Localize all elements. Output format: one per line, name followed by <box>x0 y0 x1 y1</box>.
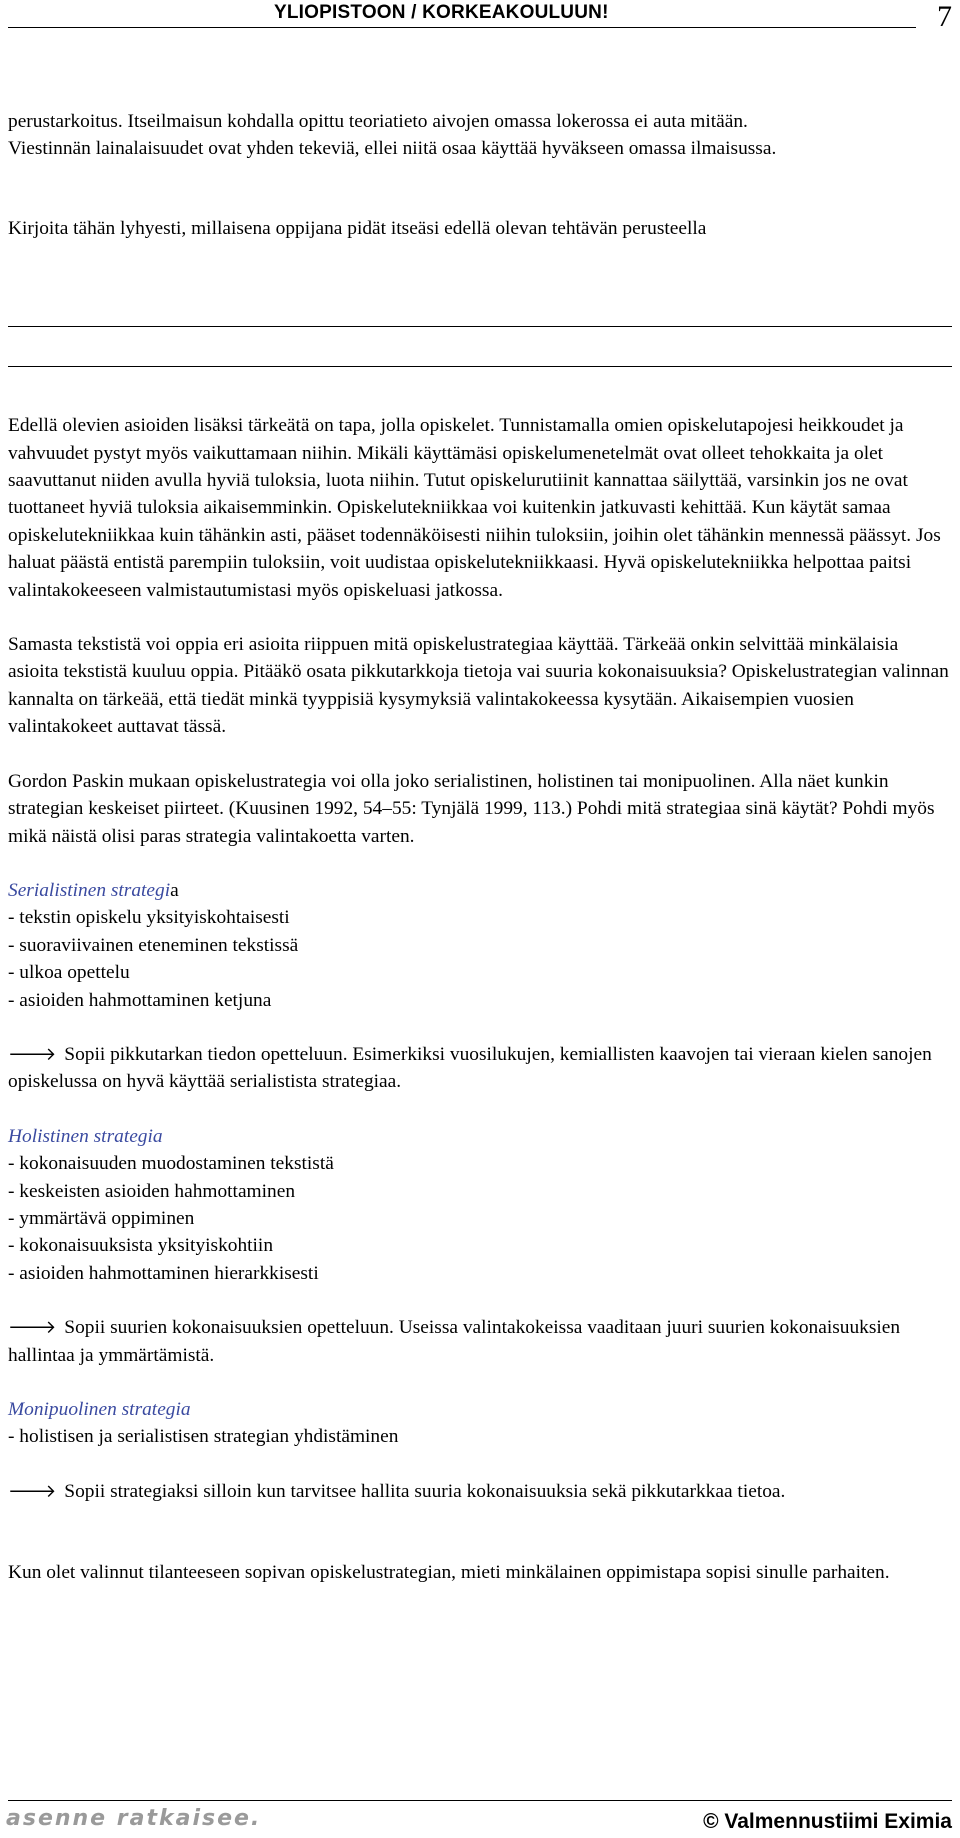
versatile-note-text: Sopii strategiaksi silloin kun tarvitsee hallita suuria kokonaisuuksia sekä pikkutarkkaa tietoa. <box>64 1480 786 1502</box>
answer-line-2 <box>8 366 952 367</box>
answer-line-1 <box>8 326 952 327</box>
holistic-strategy-heading: Holistinen strategia <box>8 1125 163 1147</box>
serial-item: - asioiden hahmottaminen ketjuna <box>8 989 272 1011</box>
holistic-note-text: Sopii suurien kokonaisuuksien opetteluun. Useissa valintakokeissa vaaditaan juuri suurien kokonaisuuksien hallintaa ja ymmärtämistä. <box>8 1317 901 1366</box>
writing-prompt: Kirjoita tähän lyhyesti, millaisena oppijana pidät itseäsi edellä olevan tehtävän perusteella <box>8 217 707 239</box>
versatile-item: - holistisen ja serialistisen strategian yhdistäminen <box>8 1426 399 1448</box>
paragraph-study-methods: Edellä olevien asioiden lisäksi tärkeätä on tapa, jolla opiskelet. Tunnistamalla omien opiskelutapojesi heikkoudet ja vahvuudet pystyt myös vaikuttamaan niihin. Mikäli käyttämäsi opiskelumenetelmät ovat olleet tehokkaita ja olet saavuttanut niiden avulla hyviä tuloksia, luota niihin. Tutut opiskelurutiinit kannattaa säilyttää, varsinkin jos ne ovat tuottaneet hyviä tuloksia aikaisemminkin. Opiskelutekniikkaa voi kuitenkin jatkuvasti kehittää. Kun käytät samaa opiskelutekniikkaa kuin tähänkin asti, pääset todennäköisesti niihin tuloksiin, joihin olet tähänkin mennessä päässyt. Jos haluat päästä entistä parempiin tuloksiin, voit uudistaa opiskelutekniikkaasi. Hyvä opiskelutekniikka helpottaa paitsi valintakokeeseen valmistautumistasi myös opiskeluasi jatkossa. <box>8 415 941 601</box>
paragraph-strategy-intro: Samasta tekstistä voi oppia eri asioita riippuen mitä opiskelustrategiaa käyttää. Tärkeää onkin selvittää minkälaisia asioita tekstistä kuuluu oppia. Pitääkö osata pikkutarkkoja tietoja vai suuria kokonaisuuksia? Opiskelustrategian valinnan kannalta on tärkeää, että tiedät minkä tyyppisiä kysymyksiä valintakokeessa kysytään. Aikaisempien vuosien valintakokeet auttavat tässä. <box>8 634 949 738</box>
serial-item: - ulkoa opettelu <box>8 962 130 984</box>
serial-note-text: Sopii pikkutarkan tiedon opetteluun. Esimerkiksi vuosilukujen, kemiallisten kaavojen tai vieraan kielen sanojen opiskelussa on hyvä käyttää serialistista strategiaa. <box>8 1043 932 1093</box>
answer-area[interactable] <box>8 242 952 412</box>
holistic-item: - asioiden hahmottaminen hierarkkisesti <box>8 1262 319 1284</box>
arrow-right-icon: 🡒 <box>8 1043 57 1065</box>
header-title: YLIOPISTOON / KORKEAKOULUUN! <box>274 2 609 23</box>
serial-heading-italic: Serialistinen strategi <box>8 879 171 901</box>
paragraph-pask: Gordon Paskin mukaan opiskelustrategia voi olla joko serialistinen, holistinen tai monipuolinen. Alla näet kunkin strategian keskeiset piirteet. (Kuusinen 1992, 54–55: Tynjälä 1999, 113.) Pohdi mitä strategiaa sinä käytät? Pohdi myös mikä näistä olisi paras strategia valintakoetta varten. <box>8 770 935 847</box>
serial-strategy-heading <box>8 877 952 904</box>
page-footer <box>0 1792 960 1838</box>
versatile-strategy-heading: Monipuolinen strategia <box>8 1399 191 1420</box>
arrow-right-icon: 🡒 <box>8 1480 57 1502</box>
serial-item: - suoraviivainen eteneminen tekstissä <box>8 934 299 956</box>
document-body <box>8 108 952 1587</box>
closing-paragraph: Kun olet valinnut tilanteeseen sopivan opiskelustrategian, mieti minkälainen oppimistapa sopisi sinulle parhaiten. <box>8 1562 890 1584</box>
holistic-item: - kokonaisuuden muodostaminen tekstistä <box>8 1153 334 1175</box>
page-header <box>8 0 952 33</box>
holistic-note <box>8 1314 952 1369</box>
intro-line-1: perustarkoitus. Itseilmaisun kohdalla opittu teoriatieto aivojen omassa lokerossa ei auta mitään. <box>8 111 748 132</box>
header-rule <box>8 27 916 28</box>
arrow-right-icon: 🡒 <box>8 1317 57 1339</box>
holistic-item: - ymmärtävä oppiminen <box>8 1207 195 1229</box>
page-number: 7 <box>937 0 952 33</box>
footer-rule <box>8 1800 952 1801</box>
serial-item: - tekstin opiskelu yksityiskohtaisesti <box>8 907 290 929</box>
serial-heading-tail: a <box>170 879 179 901</box>
footer-copyright: © Valmennustiimi Eximia <box>703 1810 952 1833</box>
footer-logo: asenne ratkaisee. <box>6 1806 262 1831</box>
holistic-item: - kokonaisuuksista yksityiskohtiin <box>8 1235 274 1257</box>
versatile-note <box>8 1478 952 1505</box>
serial-note <box>8 1041 952 1096</box>
intro-line-2: Viestinnän lainalaisuudet ovat yhden tekeviä, ellei niitä osaa käyttää hyväkseen omassa ilmaisussa. <box>8 138 777 160</box>
holistic-item: - keskeisten asioiden hahmottaminen <box>8 1180 296 1202</box>
